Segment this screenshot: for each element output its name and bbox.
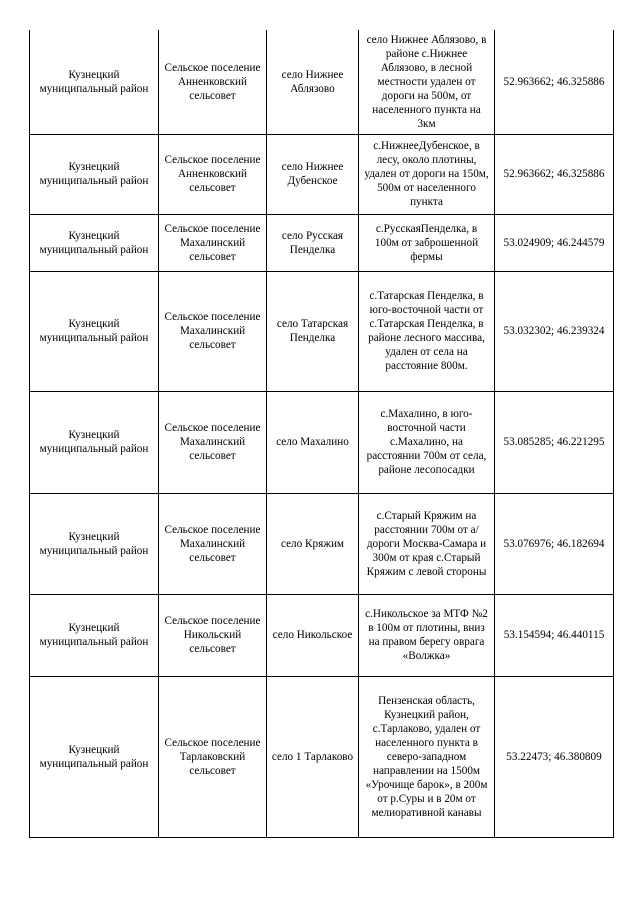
settlement-cell: Сельское поселение Анненковский сельсовет <box>159 134 267 214</box>
coordinates-cell: 53.085285; 46.221295 <box>495 391 614 493</box>
locality-cell: село Нижнее Аблязово <box>267 30 359 134</box>
locality-cell: село 1 Тарлаково <box>267 676 359 837</box>
location-cell: с.НижнееДубенское, в лесу, около плотины, удален от дороги на 150м, 500м от населенного пункта <box>359 134 495 214</box>
location-cell: село Нижнее Аблязово, в районе с.Нижнее Аблязово, в лесной местности удален от дороги на 500м, от населенного пункта на 3км <box>359 30 495 134</box>
table-row <box>30 594 614 676</box>
locality-cell: село Нижнее Дубенское <box>267 134 359 214</box>
sites-table <box>29 30 614 838</box>
table-row <box>30 30 614 134</box>
location-cell: с.РусскаяПенделка, в 100м от заброшенной фермы <box>359 214 495 271</box>
district-cell: Кузнецкий муниципальный район <box>30 134 159 214</box>
locality-cell: село Кряжим <box>267 493 359 594</box>
location-cell: с.Никольское за МТФ №2 в 100м от плотины, вниз на правом берегу оврага «Волжка» <box>359 594 495 676</box>
coordinates-cell: 53.024909; 46.244579 <box>495 214 614 271</box>
locality-cell: село Русская Пенделка <box>267 214 359 271</box>
settlement-cell: Сельское поселение Тарлаковский сельсовет <box>159 676 267 837</box>
district-cell: Кузнецкий муниципальный район <box>30 271 159 391</box>
settlement-cell: Сельское поселение Махалинский сельсовет <box>159 214 267 271</box>
table-row <box>30 493 614 594</box>
district-cell: Кузнецкий муниципальный район <box>30 594 159 676</box>
settlement-cell: Сельское поселение Анненковский сельсовет <box>159 30 267 134</box>
locality-cell: село Татарская Пенделка <box>267 271 359 391</box>
location-cell: с.Старый Кряжим на расстоянии 700м от а/дороги Москва-Самара и 300м от края с.Старый Кряжим с левой стороны <box>359 493 495 594</box>
district-cell: Кузнецкий муниципальный район <box>30 676 159 837</box>
coordinates-cell: 53.154594; 46.440115 <box>495 594 614 676</box>
table-row <box>30 391 614 493</box>
location-cell: Пензенская область, Кузнецкий район, с.Тарлаково, удален от населенного пункта в северо-западном направлении на 1500м «Урочище барок», в 200м от р.Суры и в 20м от мелиоративной канавы <box>359 676 495 837</box>
locality-cell: село Махалино <box>267 391 359 493</box>
district-cell: Кузнецкий муниципальный район <box>30 214 159 271</box>
district-cell: Кузнецкий муниципальный район <box>30 30 159 134</box>
coordinates-cell: 52.963662; 46.325886 <box>495 30 614 134</box>
coordinates-cell: 53.076976; 46.182694 <box>495 493 614 594</box>
settlement-cell: Сельское поселение Никольский сельсовет <box>159 594 267 676</box>
coordinates-cell: 53.032302; 46.239324 <box>495 271 614 391</box>
table-row <box>30 134 614 214</box>
table-row <box>30 271 614 391</box>
settlement-cell: Сельское поселение Махалинский сельсовет <box>159 391 267 493</box>
settlement-cell: Сельское поселение Махалинский сельсовет <box>159 493 267 594</box>
table-row <box>30 676 614 837</box>
coordinates-cell: 52.963662; 46.325886 <box>495 134 614 214</box>
location-cell: с.Татарская Пенделка, в юго-восточной части от с.Татарская Пенделка, в районе лесного массива, удален от села на расстояние 800м. <box>359 271 495 391</box>
district-cell: Кузнецкий муниципальный район <box>30 391 159 493</box>
district-cell: Кузнецкий муниципальный район <box>30 493 159 594</box>
locality-cell: село Никольское <box>267 594 359 676</box>
table-row <box>30 214 614 271</box>
location-cell: с.Махалино, в юго-восточной части с.Махалино, на расстоянии 700м от села, районе лесопосадки <box>359 391 495 493</box>
settlement-cell: Сельское поселение Махалинский сельсовет <box>159 271 267 391</box>
coordinates-cell: 53.22473; 46.380809 <box>495 676 614 837</box>
